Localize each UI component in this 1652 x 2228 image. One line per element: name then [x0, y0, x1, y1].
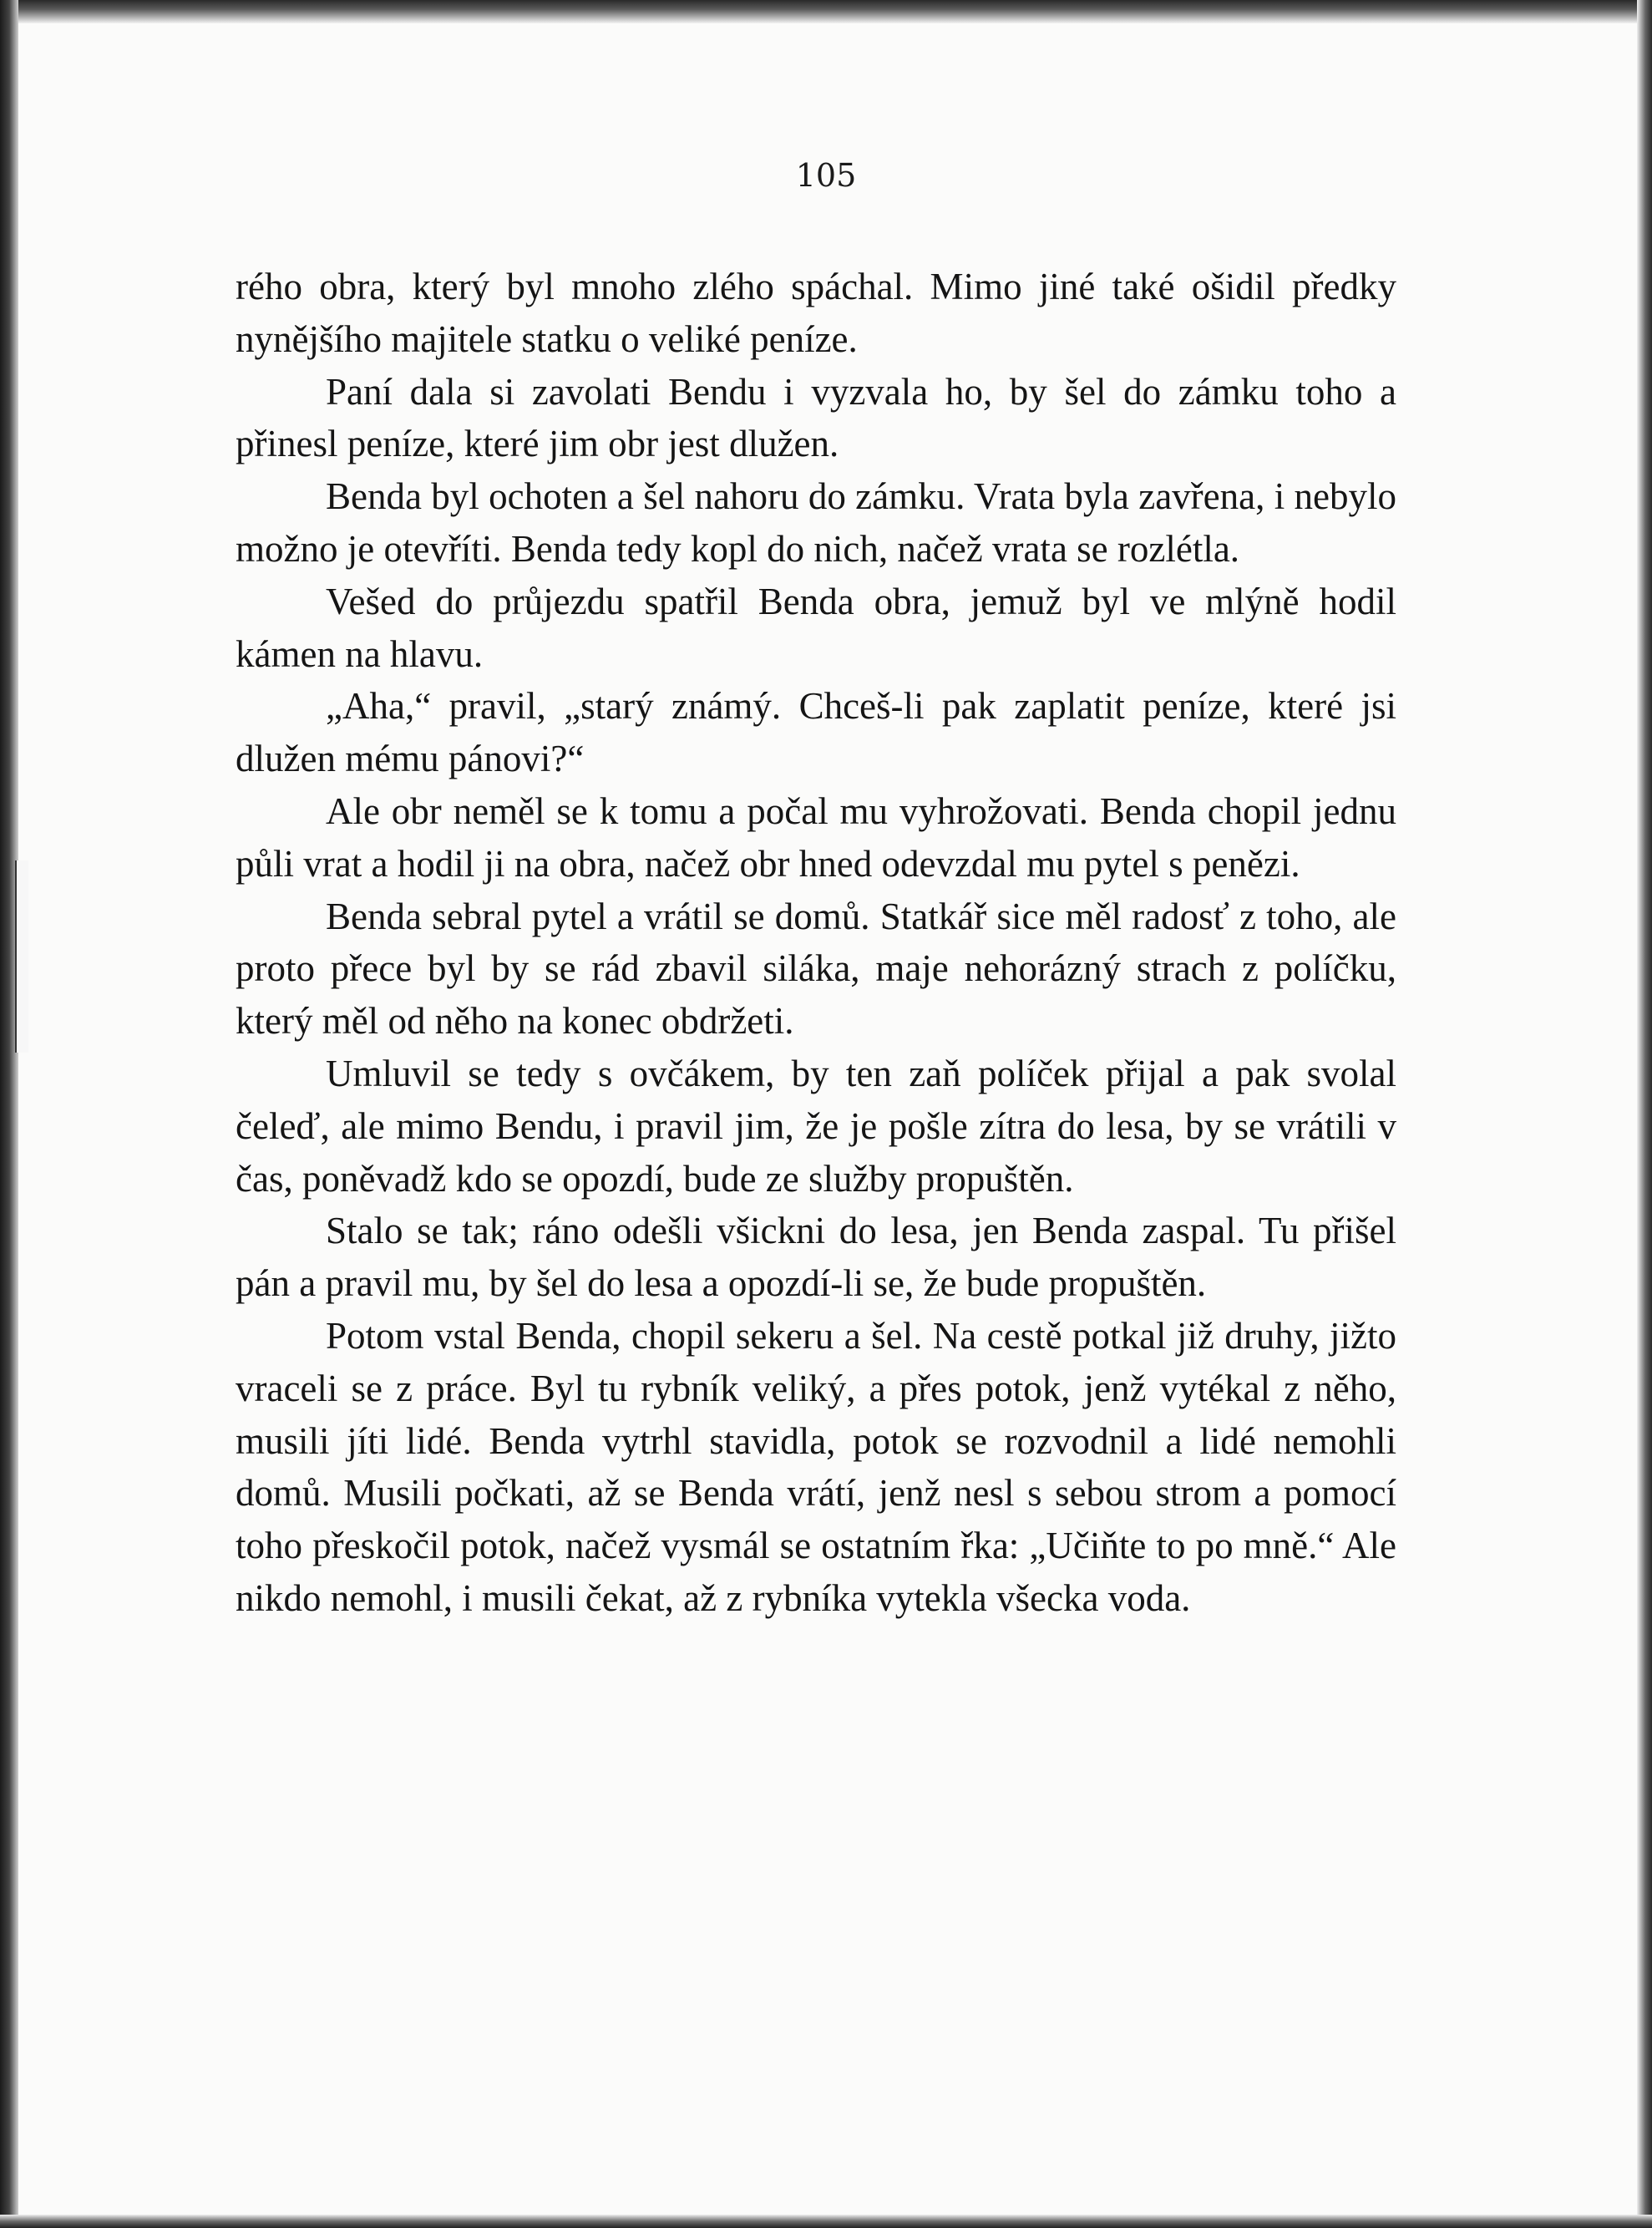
paragraph: „Aha,“ pravil, „starý známý. Chceš-li pak zaplatit peníze, které jsi dlužen mému pánovi?“ [236, 685, 1396, 780]
page-number: 105 [795, 157, 857, 194]
paper-slip [15, 860, 28, 1053]
paragraph: Benda byl ochoten a šel nahoru do zámku. Vrata byla zavřena, i nebylo možno je otevříti. Benda tedy kopl do nich, načež vrata se rozlétla. [236, 475, 1396, 570]
paragraph: rého obra, který byl mnoho zlého spáchal. Mimo jiné také ošidil předky nynějšího majitele statku o veliké peníze. [236, 266, 1396, 360]
paragraph: Potom vstal Benda, chopil sekeru a šel. Na cestě potkal již druhy, jižto vraceli se z práce. Byl tu rybník veliký, a přes potok, jenž vytékal z něho, musili jíti lidé. Benda vytrhl stavidla, potok se rozvodnil a lidé nemohli domů. Musili počkati, až se Benda vrátí, jenž nesl s sebou strom a pomocí toho přeskočil potok, načež vysmál se ostatním řka: „Učiňte to po mně.“ Ale nikdo nemohl, i musili čekat, až z rybníka vytekla všecka voda. [236, 1314, 1396, 1619]
scan-edge-right [1637, 0, 1652, 2228]
scan-edge-left [0, 0, 18, 2228]
paragraph: Vešed do průjezdu spatřil Benda obra, jemuž byl ve mlýně hodil kámen na hlavu. [236, 580, 1396, 675]
paragraph: Umluvil se tedy s ovčákem, by ten zaň políček přijal a pak svolal čeleď, ale mimo Bendu, i pravil jim, že je pošle zítra do lesa, by se vrátili v čas, poněvadž kdo se opozdí, bude ze služby propuštěn. [236, 1052, 1396, 1200]
paragraph: Paní dala si zavolati Bendu i vyzvala ho, by šel do zámku toho a přinesl peníze, které jim obr jest dlužen. [236, 370, 1396, 465]
scan-edge-bottom [0, 2215, 1652, 2228]
paragraph: Ale obr neměl se k tomu a počal mu vyhrožovati. Benda chopil jednu půli vrat a hodil ji na obra, načež obr hned odevzdal mu pytel s penězi. [236, 789, 1396, 885]
body-text [236, 261, 1396, 1625]
paragraph: Benda sebral pytel a vrátil se domů. Statkář sice měl radosť z toho, ale proto přece byl by se rád zbavil siláka, maje nehorázný strach z políčku, který měl od něho na konec obdržeti. [236, 895, 1396, 1043]
scan-edge-top [0, 0, 1652, 23]
paragraph: Stalo se tak; ráno odešli všickni do lesa, jen Benda zaspal. Tu přišel pán a pravil mu, by šel do lesa a opozdí-li se, že bude propuštěn. [236, 1210, 1396, 1305]
